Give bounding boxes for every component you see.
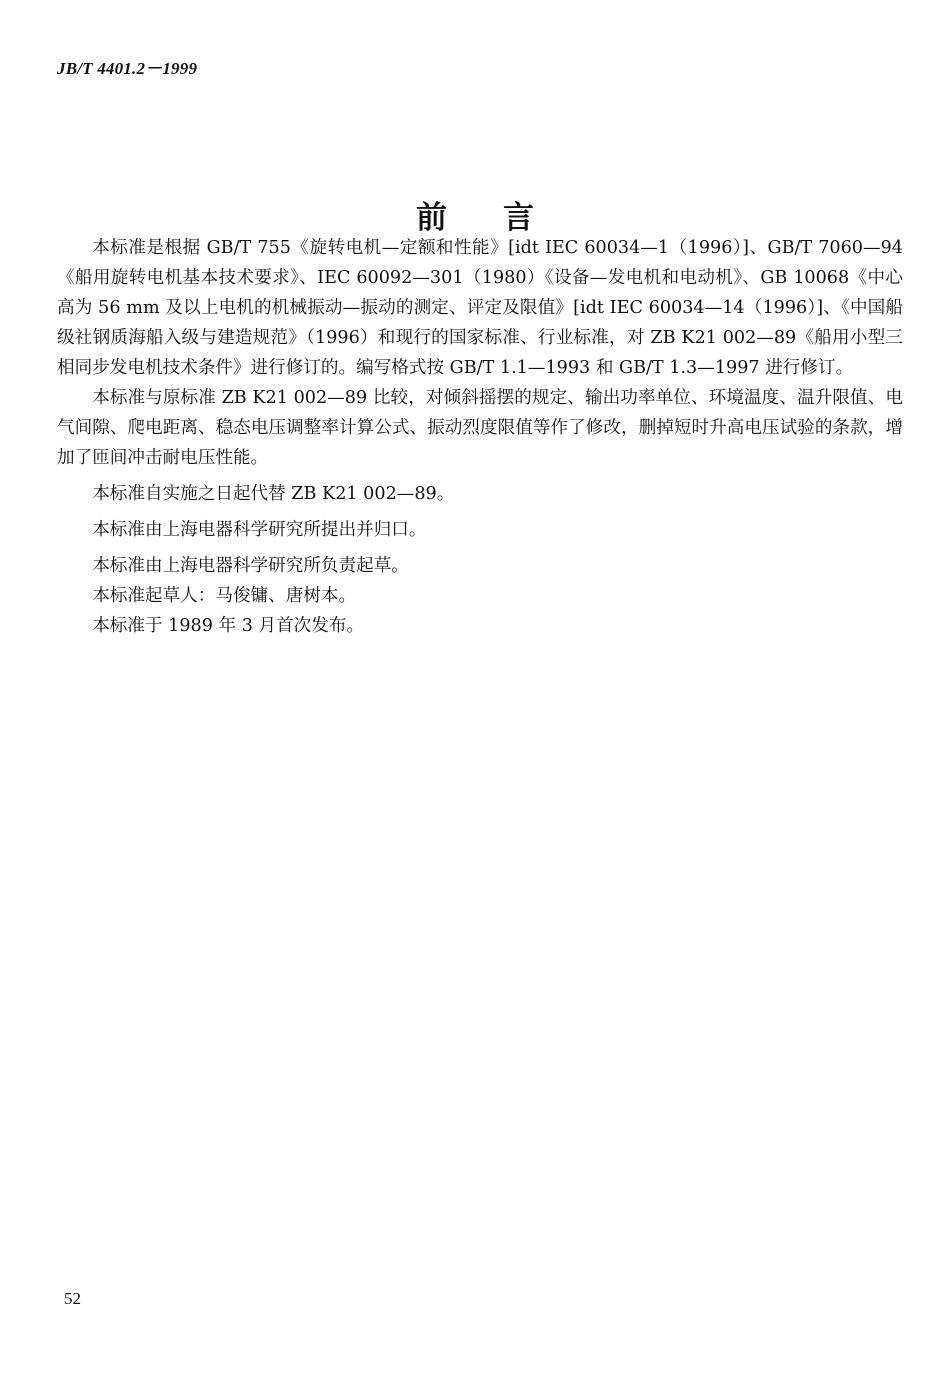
paragraph-drafted-by-org: 本标准由上海电器科学研究所负责起草。 <box>92 556 409 576</box>
standard-number-header: JB/T 4401.2－1999 <box>57 59 198 78</box>
page-title: 前言 <box>416 200 590 236</box>
paragraph-first-published: 本标准于 1989 年 3 月首次发布。 <box>92 616 365 636</box>
paragraph-changes: 本标准与原标准 ZB K21 002—89 比较，对倾斜摇摆的规定、输出功率单位、环境温度、温升限值、电气间隙、爬电距离、稳态电压调整率计算公式、振动烈度限值等作了修改，删掉短时升高电压试验的条款，增加了匝间冲击耐电压性能。 <box>57 388 903 468</box>
paragraph-basis: 本标准是根据 GB/T 755《旋转电机—定额和性能》[idt IEC 60034—1（1996）]、GB/T 7060—94《船用旋转电机基本技术要求》、IEC 60092—301（1980）《设备—发电机和电动机》、GB 10068《中心高为 56 mm 及以上电机的机械振动—振动的测定、评定及限值》[idt IEC 60034—14（1996）]、《中国船级社钢质海船入级与建造规范》（1996）和现行的国家标准、行业标准，对 ZB K21 002—89《船用小型三相同步发电机技术条件》进行修订的。编写格式按 GB/T 1.1—1993 和 GB/T 1.3—1997 进行修订。 <box>57 238 903 378</box>
page-number: 52 <box>64 1289 81 1308</box>
foreword-body <box>57 233 903 641</box>
paragraph-drafters: 本标准起草人：马俊镛、唐树本。 <box>92 586 357 606</box>
paragraph-replaces: 本标准自实施之日起代替 ZB K21 002—89。 <box>92 484 455 504</box>
paragraph-proposed-by: 本标准由上海电器科学研究所提出并归口。 <box>92 520 427 540</box>
